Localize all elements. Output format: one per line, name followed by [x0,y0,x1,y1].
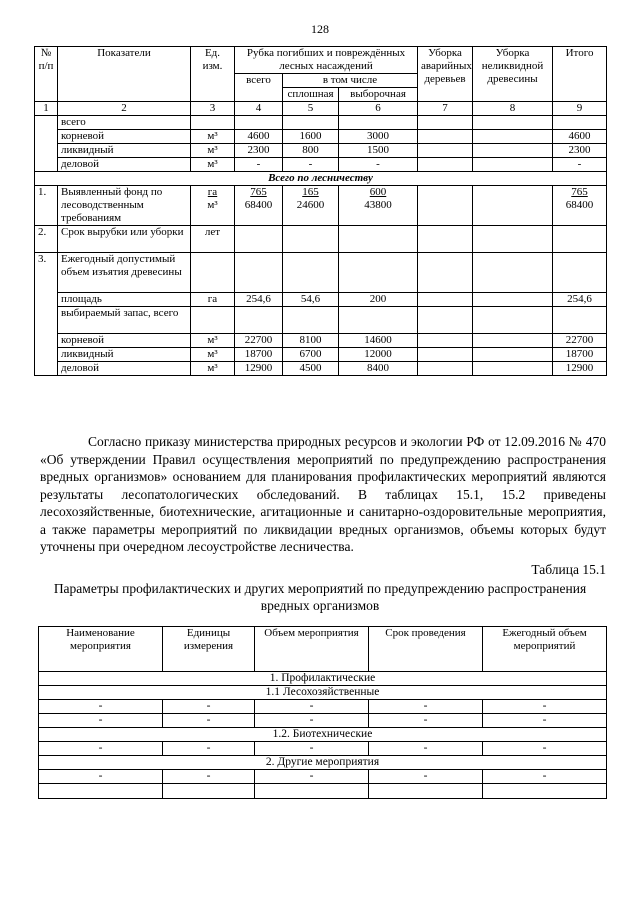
table-title: Параметры профилактических и других мероприятий по предупреждению распространения вредных организмов [53,581,587,613]
value-cell: 12000 [339,348,418,362]
header-measure-unit: Единицы измерения [163,627,255,672]
group-row: 1. Профилактические [39,672,607,686]
dash-cell: - [163,770,255,784]
col-number: 5 [283,102,339,116]
value-cell: 6700 [283,348,339,362]
table-row [35,307,607,334]
value-cell: 18700 [553,348,607,362]
value-cell: 1500 [339,144,418,158]
table-row [35,253,607,293]
row-label: выбираемый запас, всего [58,307,191,334]
value-cell: - [339,158,418,172]
value-cell: 3000 [339,130,418,144]
measures-table [38,626,607,799]
dash-cell: - [39,714,163,728]
row-label: корневой [58,130,191,144]
table-row [35,226,607,253]
dash-cell: - [483,714,607,728]
dash-cell: - [39,770,163,784]
table-row [35,334,607,348]
dash-cell: - [255,700,369,714]
value-cell: 22700 [553,334,607,348]
value-cell: 12900 [553,362,607,376]
header-emergency: Уборка аварийных деревьев [418,47,473,102]
header-total-sub: всего [235,74,283,102]
col-number: 7 [418,102,473,116]
dash-cell: - [39,742,163,756]
table-label: Таблица 15.1 [531,562,606,577]
value-cell: 4600 [235,130,283,144]
table-row [35,116,607,130]
dash-cell: - [369,714,483,728]
value-cell: 12900 [235,362,283,376]
value-cell: 165 [302,186,319,198]
col-number: 9 [553,102,607,116]
header-measure-name: Наименование мероприятия [39,627,163,672]
unit-cell: м³ [191,334,235,348]
header-num: № п/п [35,47,58,102]
value-cell: 4600 [553,130,607,144]
value-cell: 765 [571,186,588,198]
dash-cell: - [483,700,607,714]
table-row [39,714,607,728]
dash-cell: - [255,742,369,756]
value-cell: 800 [283,144,339,158]
row-num: 3. [35,253,58,376]
value-cell: 14600 [339,334,418,348]
header-measure-term: Срок проведения [369,627,483,672]
unit-cell: м³ [207,199,218,211]
unit-cell: м³ [191,348,235,362]
header-measure-annual: Ежегодный объем мероприятий [483,627,607,672]
dash-cell: - [369,770,483,784]
row-label: Срок вырубки или уборки [58,226,191,253]
col-number: 4 [235,102,283,116]
value-cell: 600 [369,186,387,198]
unit-cell: м³ [191,158,235,172]
header-including: в том числе [283,74,418,88]
value-cell: 4500 [283,362,339,376]
table-row [35,348,607,362]
header-indicators: Показатели [58,47,191,102]
header-unit: Ед. изм. [191,47,235,102]
dash-cell: - [39,700,163,714]
table-row [39,742,607,756]
value-cell: 8400 [339,362,418,376]
header-measure-volume: Объем мероприятия [255,627,369,672]
row-label: деловой [58,362,191,376]
section-title: Всего по лесничеству [35,172,607,186]
value-cell: 200 [339,293,418,307]
value-cell: 2300 [235,144,283,158]
row-num: 2. [35,226,58,253]
unit-cell: лет [191,226,235,253]
unit-cell: га [207,186,218,198]
col-number: 3 [191,102,235,116]
group-row: 1.2. Биотехнические [39,728,607,742]
value-cell: 18700 [235,348,283,362]
value-cell: 765 [250,186,267,198]
page-number: 128 [311,22,329,36]
dash-cell: - [163,742,255,756]
value-cell: - [235,158,283,172]
dash-cell: - [369,700,483,714]
col-number: 2 [58,102,191,116]
table-row [39,700,607,714]
col-number: 8 [473,102,553,116]
row-label: Ежегодный допустимый объем изъятия древесины [58,253,191,293]
value-cell: - [283,158,339,172]
table-row [39,770,607,784]
body-paragraph: Согласно приказу министерства природных ресурсов и экологии РФ от 12.09.2016 № 470 «Об утверждении Правил осуществления мероприятий по предупреждению распространения вредных организмов» основанием для планирования профилактических мероприятий являются результаты лесопатологических обследований. В таблицах 15.1, 15.2 приведены лесохозяйственные, биотехнические, агитационные и санитарно-оздоровительные мероприятия, а также параметры мероприятий по ликвидации вредных организмов, объемы которых будут уточнены при очередном лесоустройстве лесничества. [40,434,606,554]
dash-cell: - [483,770,607,784]
row-label: Выявленный фонд по лесоводственным требованиям [58,186,191,226]
table-row [35,144,607,158]
value-cell: 54,6 [283,293,339,307]
col-number: 6 [339,102,418,116]
row-num: 1. [35,186,58,226]
header-clear: сплошная [283,88,339,102]
group-row: 1.1 Лесохозяйственные [39,686,607,700]
value-cell: 68400 [565,199,594,211]
value-cell: 22700 [235,334,283,348]
header-illiquid: Уборка неликвидной древесины [473,47,553,102]
group-row: 2. Другие мероприятия [39,756,607,770]
row-label: площадь [58,293,191,307]
value-cell: 43800 [364,199,392,211]
value-cell: 8100 [283,334,339,348]
row-label: корневой [58,334,191,348]
dash-cell: - [483,742,607,756]
value-cell: 1600 [283,130,339,144]
row-label: деловой [58,158,191,172]
table-row [35,130,607,144]
value-cell: 254,6 [553,293,607,307]
header-selective: выборочная [339,88,418,102]
table-row [39,784,607,799]
dash-cell: - [369,742,483,756]
unit-cell: м³ [191,144,235,158]
unit-cell: м³ [191,130,235,144]
col-number: 1 [35,102,58,116]
dash-cell: - [163,700,255,714]
value-cell: 2300 [553,144,607,158]
table-row [35,186,607,226]
row-label: ликвидный [58,348,191,362]
forest-felling-table [34,46,607,376]
table-row [35,362,607,376]
table-row [35,293,607,307]
row-label: всего [58,116,191,130]
table-row [35,158,607,172]
value-cell: 24600 [296,199,325,211]
value-cell: 254,6 [235,293,283,307]
header-total: Итого [553,47,607,102]
value-cell: - [553,158,607,172]
unit-cell: м³ [191,362,235,376]
dash-cell: - [255,714,369,728]
row-label: ликвидный [58,144,191,158]
unit-cell: га [191,293,235,307]
header-felling: Рубка погибших и повреждённых лесных насаждений [235,47,418,74]
dash-cell: - [255,770,369,784]
dash-cell: - [163,714,255,728]
value-cell: 68400 [244,199,273,211]
